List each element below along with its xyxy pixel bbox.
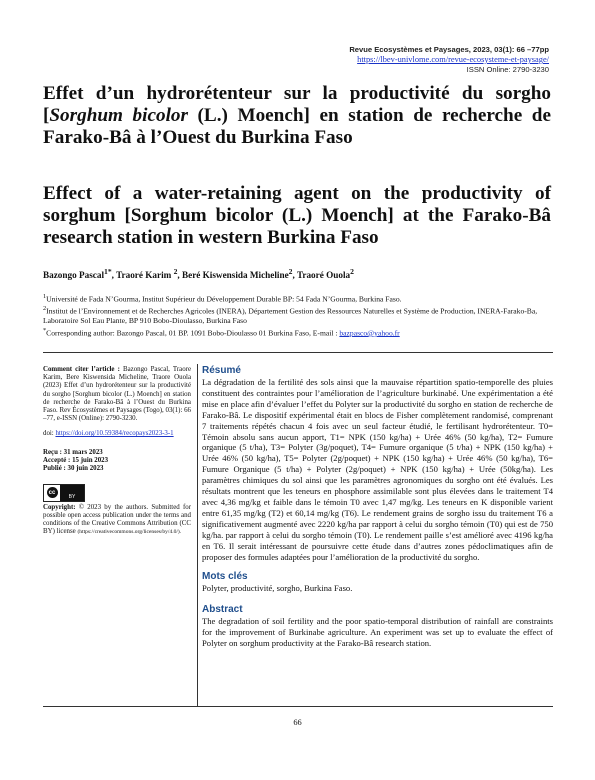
- main-column: [202, 364, 553, 649]
- journal-name: Revue Ecosystèmes et Paysages, 2023, 03(1): 66 –77pp: [349, 45, 549, 54]
- copyright-notice: Copyright: © 2023 by the authors. Submitted for possible open access publication under the terms and conditions of the Creative Commons Attribution (CC BY) license (https://creativecommons.org/licenses/by/4.0/).: [43, 503, 191, 536]
- footer-divider: [43, 706, 553, 707]
- resume-heading: Résumé: [202, 365, 241, 376]
- author-2: Traoré Karim $^2$,: [116, 267, 182, 281]
- license-url: (https://creativecommons.org/licenses/by/4.0/).: [77, 529, 182, 536]
- date-published: Publié : 30 juin 2023: [43, 465, 104, 473]
- by-icon: BY: [60, 485, 84, 501]
- affiliations: [43, 292, 553, 338]
- resume-text: La dégradation de la fertilité des sols ainsi que la mauvaise répartition spatio-temporelle des pluies constituent des contraintes pour l’amélioration de l’agriculture burkinabé. Une expérimentation a été mise en place afin d’évaluer l’effet du Polyter sur la productivité du sorgho en station de recherche de Farako-Bâ. Le dispositif expérimental était en blocs de Fisher complètement randomisé, comprenant 7 traitements répétés chacun 4 fois avec un seul facteur étudié, le fertilisant hydrorétenteur. T0= Témoin absolu sans aucun apport, T1= NPK (150 kg/ha) + Urée 46% (50 kg/ha), T2= Fumure organique (5 t/ha), T3= Polyter (3g/poquet), T4= Fumure organique (5 t/ha) + NPK (150 kg/ha) + Urée 46% (50 kg/ha), T5= Polyter (2g/poquet) + NPK (150 kg/ha) + Urée 46% (50 kg/ha), T6= Fumure Organique (5 t/ha) + Polyter (2g/poquet) + NPK (150 kg/ha) + Urée (50kg/ha). Les paramètres chimiques du sol ainsi que les paramètres agronomiques du sorgho ont été évalués. Les résultats montrent que les teneurs en phosphore assimilable sont plus élevées dans le traitement T4 avec 4,36 mg/kg et faible dans le témoin T0 avec 1,47 mg/kg. Les teneurs en K disponible varient entre 61,35 mg/kg (T2) et 60,14 mg/kg (T6). Le rendement grains de sorgho issu du traitement T6 a significativement augmenté avec 2220 kg/ha par rapport à celui du sorgho témoin (T0) qui est de 750 kg/ha. par rapport à celui du sorgho témoin (T0). Le rendement paille s’est amélioré avec 4196 kg/ha en T6. Il serait intéressant de poursuivre cette étude dans d’autres zones pédoclimatiques afin de proposer des formules adaptées pour l’amélioration de la productivité du sorgho.: [202, 377, 553, 562]
- doi-block: doi: https://doi.org/10.59384/recopays2023-3-1: [43, 430, 174, 438]
- keywords-text: Polyter, productivité, sorgho, Burkina Faso.: [202, 583, 353, 594]
- title-french: [43, 83, 551, 149]
- author-email-link[interactable]: bazpasco@yahoo.fr: [339, 328, 400, 338]
- author-list: [43, 267, 354, 280]
- article-info-sidebar: [43, 366, 191, 537]
- journal-url-link[interactable]: https://lbev-univlome.com/revue-ecosysteme-et-paysage/: [357, 55, 549, 64]
- journal-issn: ISSN Online: 2790-3230: [466, 65, 549, 74]
- header-divider: [43, 352, 553, 353]
- title-fr-species: Sorghum bicolor: [49, 105, 188, 126]
- author-3: Beré Kiswensida Micheline$^2$,: [182, 267, 297, 281]
- date-received: Reçu : 31 mars 2023: [43, 448, 103, 456]
- citation-block: Comment citer l’article : Bazongo Pascal, Traore Karim, Bere Kiswensida Micheline, Traore Ouola (2023) Effet d’un hydrorétenteur sur la productivité du sorgho [Sorghum bicolor (L.) Moench] en station de recherche de Farako-Bâ à l’Ouest du Burkina Faso. Rev Écosystèmes et Paysages (Togo), 03(1): 66 –77, e-ISSN (Online): 2790-3230.: [43, 366, 191, 423]
- title-english: Effect of a water-retaining agent on the productivity of sorghum [Sorghum bicolor (L.) Moench] at the Farako-Bâ research station in western Burkina Faso: [43, 183, 551, 248]
- title-fr-part-1: Effet d’un hydrorétenteur sur la productivité du sorgho [: [43, 83, 551, 126]
- keywords-heading: Mots clés: [202, 571, 248, 583]
- affiliation-1: $^1$Université de Fada N’Gourma, Institut Supérieur du Développement Durable BP: 54 Fada N’Gourma, Burkina Faso.: [43, 293, 402, 304]
- column-divider: [197, 364, 198, 706]
- author-1: Bazongo Pascal$^{1*}$,: [43, 267, 117, 281]
- affiliation-2: $^2$Institut de l’Environnement et de Recherches Agricoles (INERA), Département Gestion des Ressources Naturelles et Système de Production, INERA-Farako-Ba, Laboratoire Sol Eau Plante, BP 910 Bobo-Dioulasso, Burkina Faso: [43, 305, 538, 326]
- title-fr-part-2: (L.) Moench] en station de recherche de Farako-Bâ à l’Ouest du Burkina Faso: [43, 105, 551, 148]
- author-4: Traoré Ouola$^2$: [296, 267, 354, 281]
- journal-header: [349, 45, 549, 75]
- date-accepted: Accepté : 15 juin 2023: [43, 457, 109, 465]
- doi-link[interactable]: https://doi.org/10.59384/recopays2023-3-1: [55, 430, 174, 438]
- abstract-heading: Abstract: [202, 604, 243, 616]
- page-number: 66: [293, 718, 302, 727]
- cc-icon: cc: [47, 487, 58, 498]
- abstract-text: The degradation of soil fertility and the poor spatio-temporal distribution of rainfall are constraints for the improvement of Burkinabe agriculture. An experiment was set up to evaluate the effect of Polyter on sorghum productivity at the Farako-Bâ research station.: [202, 616, 553, 649]
- corresponding-author: *Corresponding author: Bazongo Pascal, 01 BP. 1091 Bobo-Dioulasso 01 Burkina Faso, E-mail : bazpasco@yahoo.fr: [43, 326, 400, 338]
- cc-by-license-badge[interactable]: [43, 484, 85, 502]
- article-dates: [43, 449, 191, 474]
